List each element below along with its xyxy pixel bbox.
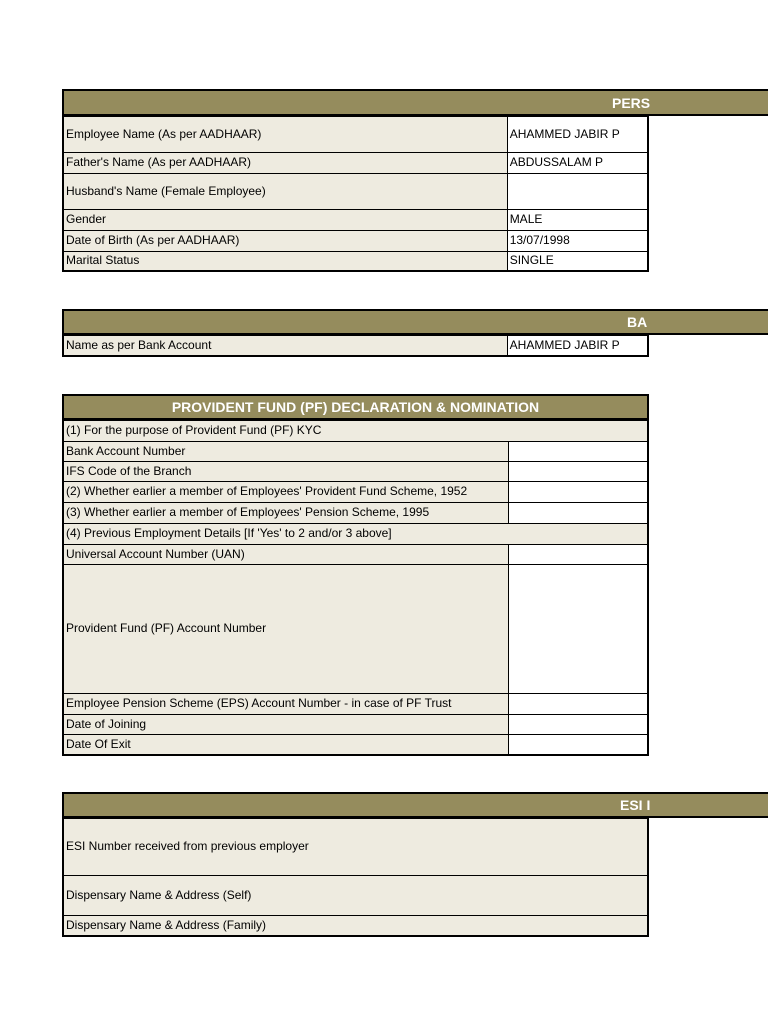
table-row	[63, 915, 648, 936]
table-row	[63, 461, 648, 481]
eps-member-value[interactable]	[509, 502, 648, 523]
esi-number-label: ESI Number received from previous employer	[63, 818, 648, 875]
pf-account-number-label: Provident Fund (PF) Account Number	[63, 564, 509, 693]
esi-section-title: ESI I	[620, 797, 651, 813]
eps-member-label: (3) Whether earlier a member of Employees' Pension Scheme, 1995	[63, 502, 509, 523]
gender-label: Gender	[63, 209, 507, 230]
gender-value[interactable]: MALE	[507, 209, 648, 230]
marital-status-value[interactable]: SINGLE	[507, 251, 648, 271]
table-row	[63, 152, 648, 173]
table-row	[63, 875, 648, 915]
table-row	[63, 818, 648, 875]
bank-account-number-value[interactable]	[509, 441, 648, 461]
dispensary-self-label: Dispensary Name & Address (Self)	[63, 875, 648, 915]
pf-section-title: PROVIDENT FUND (PF) DECLARATION & NOMINATION	[171, 399, 540, 415]
esi-table	[62, 817, 649, 937]
bank-section-title: BA	[627, 314, 648, 330]
epf-member-label: (2) Whether earlier a member of Employees' Provident Fund Scheme, 1952	[63, 481, 509, 502]
marital-status-label: Marital Status	[63, 251, 507, 271]
employee-name-label: Employee Name (As per AADHAAR)	[63, 116, 507, 152]
table-row	[63, 502, 648, 523]
ifs-code-value[interactable]	[509, 461, 648, 481]
bank-account-name-label: Name as per Bank Account	[63, 335, 507, 356]
table-row	[63, 173, 648, 209]
personal-table	[62, 115, 649, 272]
husband-name-value[interactable]	[507, 173, 648, 209]
table-row	[63, 734, 648, 755]
pf-section-header	[62, 394, 649, 420]
dispensary-family-label: Dispensary Name & Address (Family)	[63, 915, 648, 936]
uan-label: Universal Account Number (UAN)	[63, 544, 509, 564]
table-row	[63, 420, 648, 441]
eps-account-number-label: Employee Pension Scheme (EPS) Account Number - in case of PF Trust	[63, 693, 509, 714]
pf-account-number-value[interactable]	[509, 564, 648, 693]
date-of-exit-label: Date Of Exit	[63, 734, 509, 755]
personal-section-header	[62, 89, 768, 116]
husband-name-label: Husband's Name (Female Employee)	[63, 173, 507, 209]
table-row	[63, 714, 648, 734]
table-row	[63, 481, 648, 502]
table-row	[63, 230, 648, 251]
table-row	[63, 209, 648, 230]
employee-name-value[interactable]: AHAMMED JABIR P	[507, 116, 648, 152]
epf-member-value[interactable]	[509, 481, 648, 502]
ifs-code-label: IFS Code of the Branch	[63, 461, 509, 481]
table-row	[63, 693, 648, 714]
table-row	[63, 335, 648, 356]
table-row	[63, 544, 648, 564]
eps-account-number-value[interactable]	[509, 693, 648, 714]
dob-value[interactable]: 13/07/1998	[507, 230, 648, 251]
bank-table	[62, 334, 649, 357]
bank-account-name-value[interactable]: AHAMMED JABIR P	[507, 335, 648, 356]
table-row	[63, 251, 648, 271]
dob-label: Date of Birth (As per AADHAAR)	[63, 230, 507, 251]
previous-employment-heading: (4) Previous Employment Details [If 'Yes' to 2 and/or 3 above]	[63, 523, 648, 544]
father-name-label: Father's Name (As per AADHAAR)	[63, 152, 507, 173]
bank-section-header	[62, 309, 768, 335]
bank-account-number-label: Bank Account Number	[63, 441, 509, 461]
esi-section-header	[62, 792, 768, 818]
table-row	[63, 564, 648, 693]
date-of-joining-value[interactable]	[509, 714, 648, 734]
father-name-value[interactable]: ABDUSSALAM P	[507, 152, 648, 173]
pf-kyc-heading: (1) For the purpose of Provident Fund (PF) KYC	[63, 420, 648, 441]
date-of-joining-label: Date of Joining	[63, 714, 509, 734]
date-of-exit-value[interactable]	[509, 734, 648, 755]
pf-table	[62, 419, 649, 756]
table-row	[63, 116, 648, 152]
table-row	[63, 523, 648, 544]
uan-value[interactable]	[509, 544, 648, 564]
personal-section-title: PERS	[612, 94, 651, 111]
table-row	[63, 441, 648, 461]
